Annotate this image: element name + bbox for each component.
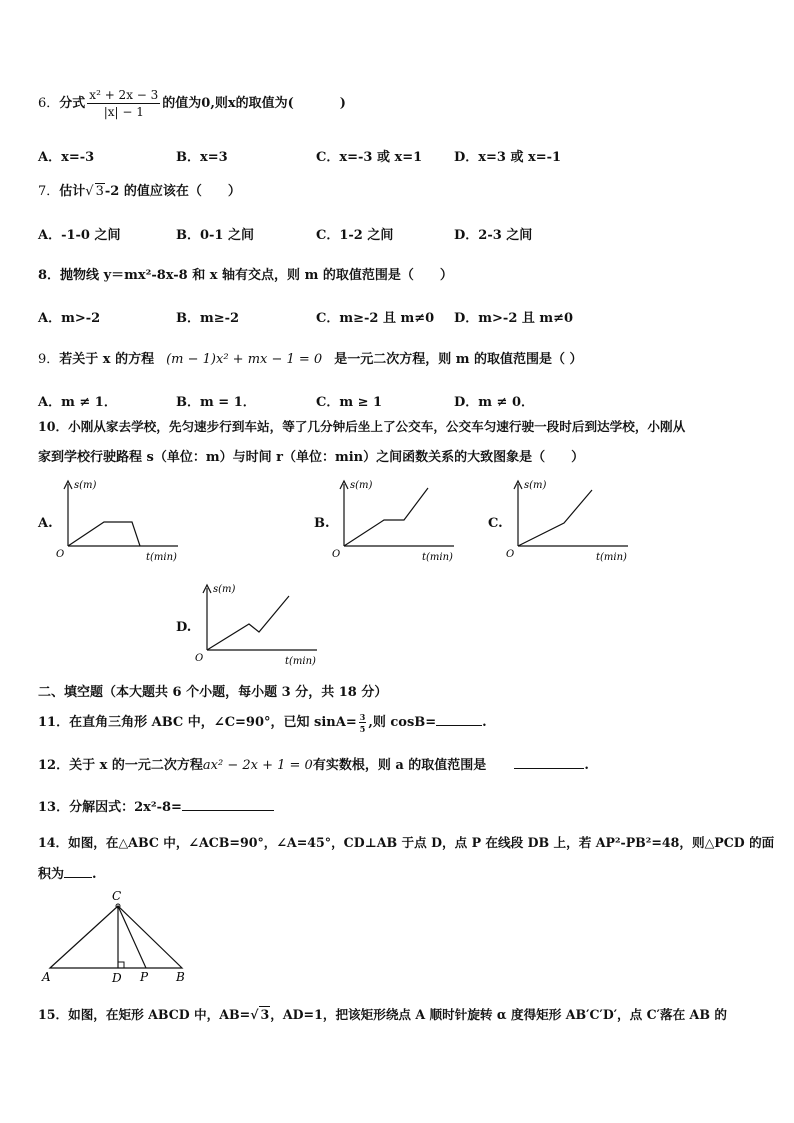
q10-graph-d-x-label: t(min) [285, 656, 316, 667]
q7-option-c: C．1-2 之间 [316, 228, 394, 243]
q9-number: 9． [38, 352, 60, 367]
q6-tail: 的值为0,则x的取值为( [162, 96, 294, 111]
q9-tail: 是一元二次方程，则 m 的取值范围是（ ） [334, 352, 583, 367]
q14-label-c: C [112, 889, 122, 903]
q11-stem [38, 711, 487, 734]
q7-option-b: B．0-1 之间 [176, 228, 255, 243]
q7-number: 7． [38, 184, 60, 199]
q12-answer-blank[interactable] [514, 768, 584, 769]
q8-text: 抛物线 y＝mx²-8x-8 和 x 轴有交点，则 m 的取值范围是（ ） [60, 268, 453, 283]
q14-stem-line2 [38, 863, 97, 882]
q10-graph-b-origin: O [332, 549, 341, 560]
q11-frac-num: 3 [359, 711, 366, 722]
q6-fraction [87, 88, 160, 119]
q6-denominator: |x| − 1 [103, 105, 144, 119]
q14-stem-line1: 14．如图，在△ABC 中，∠ACB=90°，∠A=45°，CD⊥AB 于点 D，点 P 在线段 DB 上，若 AP²-PB²=48，则△PCD 的面 [38, 835, 775, 850]
q6-lead: 分式 [59, 96, 86, 111]
q14-triangle-figure [36, 884, 196, 988]
q6-number: 6． [38, 96, 60, 111]
q10-graph-a-y-label: s(m) [74, 480, 97, 491]
q8-option-b: B．m≥-2 [176, 311, 240, 326]
q9-option-b: B．m = 1． [176, 395, 256, 410]
q8-option-d: D．m>-2 且 m≠0 [454, 311, 574, 326]
q14-label-d: D [112, 971, 122, 985]
q8-option-c: C．m≥-2 且 m≠0 [316, 311, 435, 326]
q11-tail: ,则 cosB= [368, 715, 437, 730]
q13-text: 13．分解因式：2x²-8= [38, 800, 182, 815]
q15-tail: ，AD=1，把该矩形绕点 A 顺时针旋转 α 度得矩形 AB′C′D′，点 C′落在 AB 的 [270, 1007, 727, 1022]
q10-graph-c-x-label: t(min) [596, 552, 627, 563]
q10-graph-d-origin: O [195, 653, 204, 664]
q14-label-a: A [42, 970, 51, 984]
q14-line2-text: 积为 [38, 867, 65, 882]
q10-graph-b-x-label: t(min) [422, 552, 453, 563]
q9-lead: 若关于 x 的方程 [59, 352, 155, 367]
q10-graph-b [332, 476, 472, 566]
q10-graph-c-label: C. [488, 516, 503, 531]
q12-stem [38, 754, 589, 773]
q10-graph-c-origin: O [506, 549, 515, 560]
q12-equation: ax² − 2x + 1 = 0 [202, 758, 313, 773]
q10-graph-d-y-label: s(m) [213, 584, 236, 595]
q10-graph-c-y-label: s(m) [524, 480, 547, 491]
q8-option-a: A．m>-2 [38, 311, 101, 326]
q10-graph-a-x-label: t(min) [146, 552, 177, 563]
q10-graph-a [56, 476, 196, 566]
q10-graph-d [195, 580, 335, 670]
q6-option-a: A．x=-3 [38, 150, 95, 165]
q10-stem-line2: 家到学校行驶路程 s（单位：m）与时间 r（单位：min）之间函数关系的大致图象是（ ） [38, 450, 585, 465]
q6-option-c: C．x=-3 或 x=1 [316, 150, 423, 165]
q8-stem [38, 264, 453, 283]
q6-option-b: B．x=3 [176, 150, 228, 165]
q14-label-b: B [176, 970, 185, 984]
q14-label-p: P [140, 970, 149, 984]
q13-stem [38, 796, 274, 815]
q10-graph-b-y-label: s(m) [350, 480, 373, 491]
q11-frac-den: 5 [359, 723, 366, 734]
q15-radicand: 3 [260, 1007, 270, 1022]
q9-equation: (m − 1)x² + mx − 1 = 0 [166, 352, 323, 367]
q7-tail: -2 的值应该在（ ） [104, 184, 241, 199]
q11-lead: 11．在直角三角形 ABC 中，∠C=90°，已知 sinA= [38, 715, 357, 730]
q7-radical: √ 3 [85, 184, 104, 199]
q6-option-d: D．x=3 或 x=-1 [454, 150, 562, 165]
q9-stem [38, 348, 583, 367]
q11-fraction [359, 712, 367, 734]
q14-answer-blank[interactable] [64, 877, 92, 878]
q6-numerator: x² + 2x − 3 [89, 88, 159, 102]
q10-graph-d-label: D. [176, 620, 192, 635]
section-2-heading: 二、填空题（本大题共 6 个小题，每小题 3 分，共 18 分） [38, 685, 388, 700]
q7-option-a: A．-1-0 之间 [38, 228, 121, 243]
q10-graph-c [506, 476, 646, 566]
q9-option-c: C．m ≥ 1 [316, 395, 383, 410]
q6-stem [38, 88, 346, 119]
q9-option-d: D．m ≠ 0． [454, 395, 535, 410]
q11-answer-blank[interactable] [436, 725, 482, 726]
q10-graph-a-origin: O [56, 549, 65, 560]
q8-number: 8． [38, 268, 61, 283]
q12-end: . [584, 758, 589, 773]
q12-tail: 有实数根，则 a 的取值范围是 [312, 758, 487, 773]
q7-radicand: 3 [95, 184, 104, 199]
q7-option-d: D．2-3 之间 [454, 228, 533, 243]
q7-stem [38, 180, 241, 199]
q15-radical: √ 3 [250, 1007, 270, 1022]
q11-end: . [482, 715, 487, 730]
q15-stem [38, 1004, 727, 1023]
q9-option-a: A．m ≠ 1． [38, 395, 117, 410]
q6-close: ) [339, 96, 346, 111]
q15-lead: 15．如图，在矩形 ABCD 中，AB= [38, 1007, 251, 1022]
q14-end: . [92, 867, 97, 882]
q13-answer-blank[interactable] [182, 810, 274, 811]
q12-lead: 12．关于 x 的一元二次方程 [38, 758, 203, 773]
q10-stem-line1: 10．小刚从家去学校，先匀速步行到车站，等了几分钟后坐上了公交车，公交车匀速行驶一段时后到达学校，小刚从 [38, 419, 686, 434]
q10-graph-a-label: A. [38, 516, 53, 531]
q10-graph-b-label: B. [314, 516, 330, 531]
q7-lead: 估计 [59, 184, 86, 199]
